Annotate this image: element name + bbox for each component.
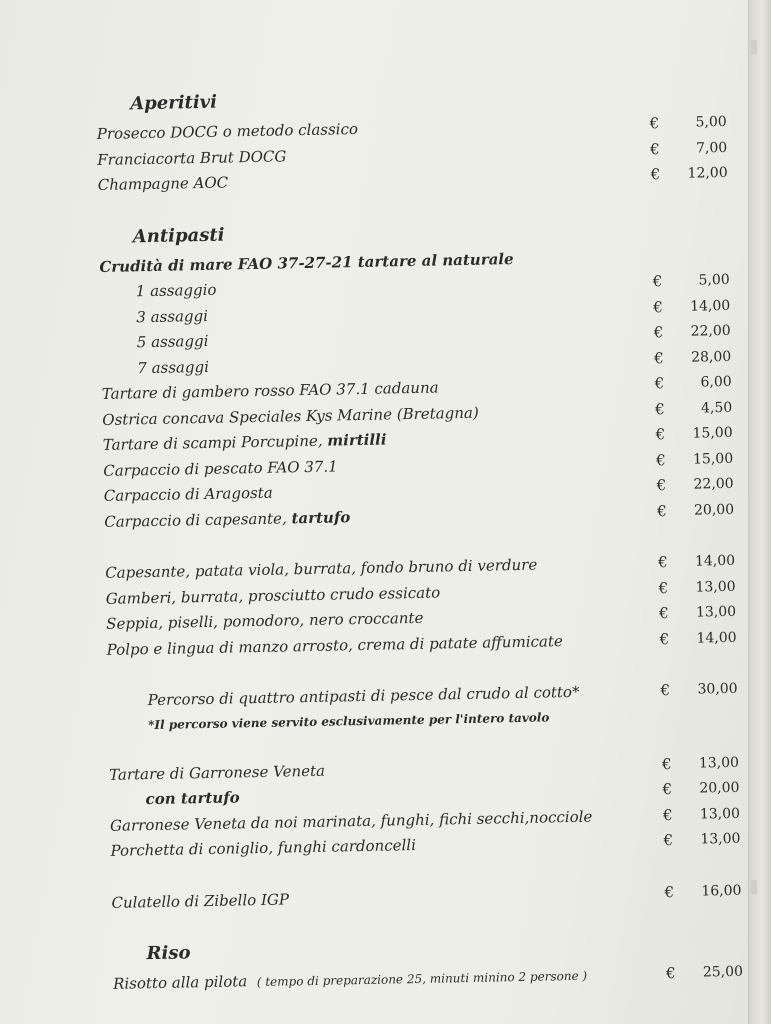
section-title-antipasti: Antipasti (132, 224, 225, 247)
crudita-heading: Crudità di mare FAO 37-27-21 tartare al naturale (99, 249, 514, 276)
item-price: 13,00 (699, 805, 741, 823)
item-price: 14,00 (696, 629, 737, 647)
item-name: Capesante, patata viola, burrata, fondo bruno di verdure (105, 555, 538, 582)
percorso-note: *Il percorso viene servito esclusivamente per l'intero tavolo (148, 709, 550, 732)
menu-content (96, 80, 743, 997)
item-price: 22,00 (690, 322, 731, 340)
currency-symbol: € (665, 964, 676, 983)
item-name: Franciacorta Brut DOCG (97, 146, 287, 169)
item-price: 15,00 (692, 450, 734, 468)
item-price: 7,00 (695, 139, 728, 156)
item-price: 5,00 (698, 271, 730, 289)
section-title-riso: Riso (146, 942, 191, 965)
item-name: Risotto alla pilota ( tempo di preparazione 25, minuti minino 2 persone ) (112, 968, 588, 993)
item-name: con tartufo (145, 788, 240, 809)
item-price: 28,00 (690, 348, 732, 366)
currency-symbol: € (658, 578, 669, 597)
item-name: Ostrica concava Speciales Kys Marine (Bretagna) (102, 403, 479, 429)
item-price: 13,00 (700, 830, 741, 848)
item-name: Carpaccio di pescato FAO 37.1 (103, 456, 338, 480)
section-title-aperitivi: Aperitivi (130, 91, 218, 115)
item-price: 12,00 (687, 164, 728, 182)
item-name: Garronese Veneta da noi marinata, funghi, fichi secchi,nocciole (109, 807, 593, 835)
currency-symbol: € (655, 450, 666, 469)
item-name: Tartare di Garronese Veneta (108, 761, 326, 784)
currency-symbol: € (657, 553, 668, 572)
item-name: 1 assaggio (135, 280, 217, 301)
item-name: Percorso di quattro antipasti di pesce dal crudo al cotto* (147, 682, 580, 710)
currency-symbol: € (652, 272, 663, 291)
item-name: Carpaccio di Aragosta (103, 483, 273, 505)
item-name: Carpaccio di capesante, tartufo (104, 507, 351, 531)
currency-symbol: € (661, 754, 672, 773)
currency-symbol: € (656, 501, 667, 520)
item-name: Tartare di gambero rosso FAO 37.1 cadauna (101, 378, 439, 403)
spine-mark (751, 40, 757, 54)
currency-symbol: € (650, 139, 660, 158)
currency-symbol: € (664, 882, 675, 901)
item-name: Champagne AOC (97, 173, 229, 194)
currency-symbol: € (663, 831, 674, 850)
item-price: 25,00 (702, 963, 744, 981)
item-price: 14,00 (689, 297, 731, 315)
currency-symbol: € (654, 374, 665, 393)
item-price: 13,00 (695, 603, 737, 621)
currency-symbol: € (659, 629, 670, 648)
item-price: 14,00 (694, 552, 736, 570)
item-name: Prosecco DOCG o metodo classico (96, 119, 359, 143)
currency-symbol: € (654, 348, 664, 367)
currency-symbol: € (662, 805, 673, 824)
item-price: 20,00 (693, 501, 735, 519)
item-name: 3 assaggi (136, 306, 209, 326)
item-price: 13,00 (698, 754, 740, 772)
item-price: 30,00 (697, 680, 738, 698)
currency-symbol: € (653, 323, 664, 342)
spine-mark (751, 880, 757, 894)
item-price: 15,00 (692, 424, 733, 442)
currency-symbol: € (660, 681, 671, 700)
item-name: Porchetta di coniglio, funghi cardoncelli (110, 835, 417, 860)
currency-symbol: € (655, 399, 665, 418)
item-price: 16,00 (701, 882, 742, 900)
item-name: Tartare di scampi Porcupine, mirtilli (102, 430, 387, 454)
currency-symbol: € (656, 476, 667, 495)
currency-symbol: € (662, 780, 673, 799)
item-price: 20,00 (699, 779, 740, 797)
item-name: 7 assaggi (137, 357, 210, 377)
item-name: Culatello di Zibello IGP (111, 889, 290, 912)
currency-symbol: € (655, 425, 666, 444)
item-price: 6,00 (700, 373, 732, 391)
currency-symbol: € (650, 165, 661, 184)
item-name: Gamberi, burrata, prosciutto crudo essicato (105, 582, 441, 608)
item-price: 22,00 (693, 475, 734, 493)
item-price: 13,00 (695, 578, 736, 596)
item-name: 5 assaggi (136, 331, 209, 352)
item-price: 5,00 (695, 113, 727, 131)
item-name: Polpo e lingua di manzo arrosto, crema di patate affumicate (106, 631, 563, 659)
currency-symbol: € (658, 604, 669, 623)
item-price: 4,50 (700, 399, 733, 416)
item-name: Seppia, piselli, pomodoro, nero croccante (106, 608, 424, 633)
currency-symbol: € (653, 297, 663, 316)
menu-spine (748, 0, 771, 1024)
currency-symbol: € (649, 114, 660, 133)
